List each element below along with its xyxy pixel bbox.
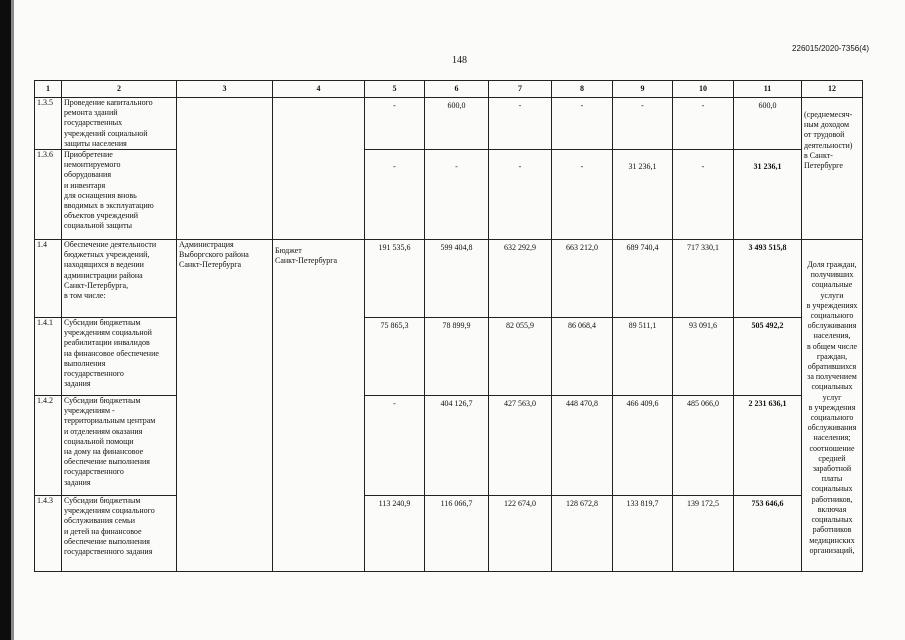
row-index: 1.4.3 — [35, 496, 62, 572]
funding-source-cell: Бюджет Санкт-Петербурга — [273, 240, 365, 572]
row-index: 1.3.5 — [35, 98, 62, 150]
value-cell: 113 240,9 — [365, 496, 425, 572]
document-reference: 226015/2020-7356(4) — [792, 44, 869, 53]
header-cell: 9 — [613, 81, 673, 98]
value-cell: 632 292,9 — [489, 240, 552, 318]
indicator-cell: (среднемесяч- ным доходом от трудовой деятельности) в Санкт- Петербурге — [802, 98, 863, 240]
table-row — [35, 496, 863, 572]
header-cell: 2 — [62, 81, 177, 98]
table-row — [35, 240, 863, 318]
header-cell: 11 — [734, 81, 802, 98]
value-cell: 82 055,9 — [489, 318, 552, 396]
row-index: 1.3.6 — [35, 150, 62, 240]
scan-edge-shadow — [11, 0, 14, 640]
row-description: Субсидии бюджетным учреждениям социальной реабилитации инвалидов на финансовое обеспечение выполнения государственного задания — [62, 318, 177, 396]
value-cell: 600,0 — [425, 98, 489, 150]
value-cell: 663 212,0 — [552, 240, 613, 318]
row-description: Субсидии бюджетным учреждениям социального обслуживания семьи и детей на финансовое обеспечение выполнения государственного задания — [62, 496, 177, 572]
value-cell: - — [552, 98, 613, 150]
budget-table — [34, 80, 863, 572]
value-cell: 191 535,6 — [365, 240, 425, 318]
value-cell: - — [365, 396, 425, 496]
empty-cell — [177, 98, 273, 240]
value-cell: - — [489, 98, 552, 150]
value-cell: 133 819,7 — [613, 496, 673, 572]
scan-edge — [0, 0, 11, 640]
value-cell: 139 172,5 — [673, 496, 734, 572]
value-cell: - — [673, 98, 734, 150]
table-row — [35, 150, 863, 240]
value-cell: 31 236,1 — [613, 150, 673, 240]
header-cell: 7 — [489, 81, 552, 98]
total-cell: 2 231 636,1 — [734, 396, 802, 496]
total-cell: 505 492,2 — [734, 318, 802, 396]
header-cell: 4 — [273, 81, 365, 98]
header-cell: 6 — [425, 81, 489, 98]
value-cell: 689 740,4 — [613, 240, 673, 318]
value-cell: 86 068,4 — [552, 318, 613, 396]
value-cell: 93 091,6 — [673, 318, 734, 396]
row-index: 1.4.1 — [35, 318, 62, 396]
value-cell: 78 899,9 — [425, 318, 489, 396]
value-cell: - — [425, 150, 489, 240]
header-cell: 3 — [177, 81, 273, 98]
value-cell: - — [613, 98, 673, 150]
value-cell: 75 865,3 — [365, 318, 425, 396]
table-row — [35, 396, 863, 496]
header-cell: 12 — [802, 81, 863, 98]
row-index: 1.4.2 — [35, 396, 62, 496]
value-cell: 122 674,0 — [489, 496, 552, 572]
row-description: Обеспечение деятельности бюджетных учреждений, находящихся в ведении администрации района Санкт-Петербурга, в том числе: — [62, 240, 177, 318]
value-cell: - — [365, 98, 425, 150]
row-index: 1.4 — [35, 240, 62, 318]
row-description: Приобретение немонтируемого оборудования и инвентаря для оснащения вновь вводимых в эксплуатацию объектов учреждений социальной защиты — [62, 150, 177, 240]
total-cell: 31 236,1 — [734, 150, 802, 240]
total-cell: 753 646,6 — [734, 496, 802, 572]
table-row — [35, 318, 863, 396]
value-cell: 448 470,8 — [552, 396, 613, 496]
header-cell: 5 — [365, 81, 425, 98]
value-cell: 466 409,6 — [613, 396, 673, 496]
page-number: 148 — [452, 55, 467, 66]
value-cell: 89 511,1 — [613, 318, 673, 396]
indicator-cell: Доля граждан, получивших социальные услуги в учреждениях социального обслуживания населения, в общем числе граждан, обратившихся за получением социальных услуг в учреждения социального обслуживания населения; соотношение средней заработной платы социальных работников, включая социальных работников медицинских организаций, — [802, 240, 863, 572]
header-cell: 10 — [673, 81, 734, 98]
total-cell: 3 493 515,8 — [734, 240, 802, 318]
value-cell: 599 404,8 — [425, 240, 489, 318]
header-cell: 1 — [35, 81, 62, 98]
value-cell: 128 672,8 — [552, 496, 613, 572]
administrator-cell: Администрация Выборгского района Санкт-Петербурга — [177, 240, 273, 572]
empty-cell — [273, 98, 365, 240]
table-row — [35, 98, 863, 150]
value-cell: 600,0 — [734, 98, 802, 150]
value-cell: 427 563,0 — [489, 396, 552, 496]
value-cell: 717 330,1 — [673, 240, 734, 318]
row-description: Субсидии бюджетным учреждениям - территориальным центрам и отделениям оказания социальной помощи на дому на финансовое обеспечение выполнения государственного задания — [62, 396, 177, 496]
value-cell: 404 126,7 — [425, 396, 489, 496]
header-cell: 8 — [552, 81, 613, 98]
value-cell: - — [673, 150, 734, 240]
value-cell: 116 066,7 — [425, 496, 489, 572]
value-cell: - — [365, 150, 425, 240]
value-cell: 485 066,0 — [673, 396, 734, 496]
header-row — [35, 81, 863, 98]
value-cell: - — [489, 150, 552, 240]
row-description: Проведение капитального ремонта зданий государственных учреждений социальной защиты населения — [62, 98, 177, 150]
value-cell: - — [552, 150, 613, 240]
